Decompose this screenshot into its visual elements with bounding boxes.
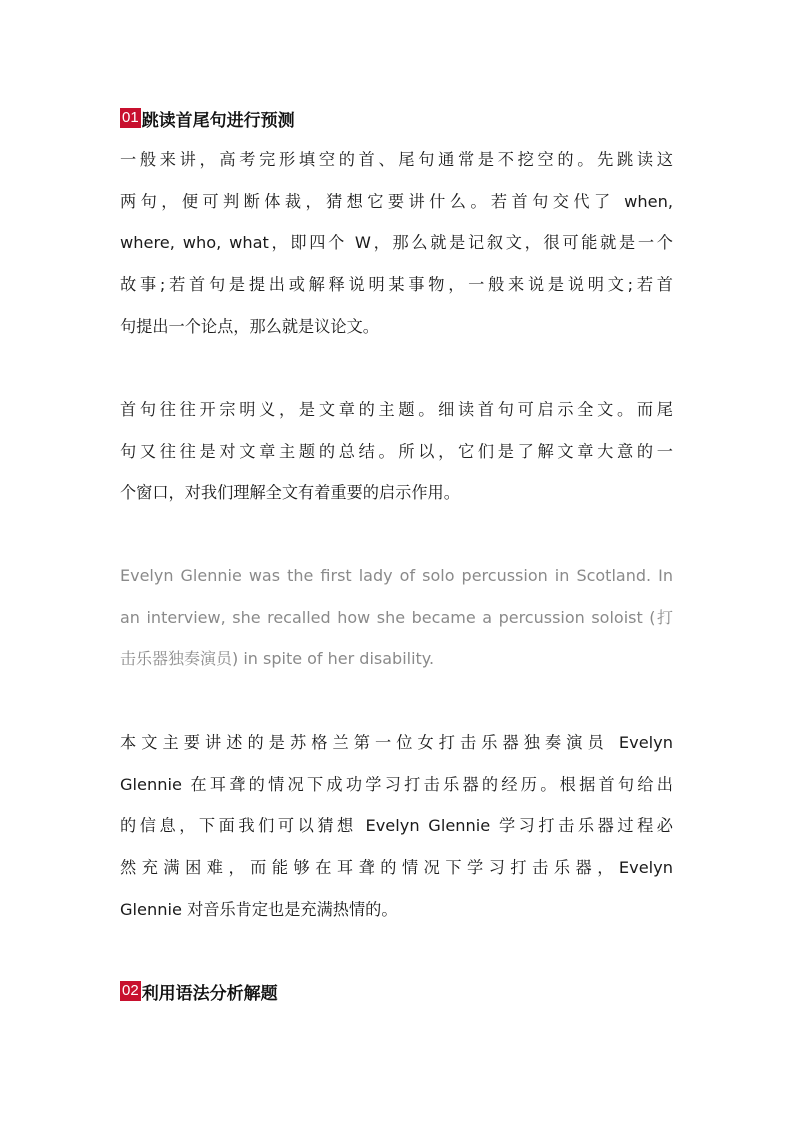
paragraph-line: 首句往往开宗明义，是文章的主题。细读首句可启示全文。而尾 [120,400,673,419]
paragraph-line: 的信息，下面我们可以猜想 Evelyn Glennie 学习打击乐器过程必 [120,816,673,836]
paragraph-analysis [120,722,673,930]
paragraph-line: 句提出一个论点，那么就是议论文。 [120,316,379,336]
section-title: 跳读首尾句进行预测 [141,110,295,131]
section-number-badge: 02 [122,982,139,999]
section-title: 利用语法分析解题 [141,983,278,1004]
paragraph-line: 两句，便可判断体裁，猜想它要讲什么。若首句交代了 when, [120,191,673,211]
paragraph-first-sentence [120,389,673,514]
paragraph-line: 然充满困难，而能够在耳聋的情况下学习打击乐器，Evelyn [120,858,673,878]
paragraph-reading-strategy [120,139,673,347]
paragraph-line: an interview, she recalled how she became a percussion soloist (打 [120,607,673,627]
paragraph-line: Glennie 在耳聋的情况下成功学习打击乐器的经历。根据首句给出 [120,774,673,794]
paragraph-line: 句又往往是对文章主题的总结。所以，它们是了解文章大意的一 [120,441,673,461]
section-number-badge: 01 [122,109,139,126]
paragraph-line: Glennie 对音乐肯定也是充满热情的。 [120,899,398,919]
paragraph-line: 一般来讲，高考完形填空的首、尾句通常是不挖空的。先跳读这 [120,150,673,169]
paragraph-line: 个窗口，对我们理解全文有着重要的启示作用。 [120,483,460,503]
paragraph-line: Evelyn Glennie was the first lady of solo percussion in Scotland. In [120,566,673,585]
english-example-passage [120,555,673,680]
paragraph-line: 本文主要讲述的是苏格兰第一位女打击乐器独奏演员 Evelyn [120,733,673,752]
paragraph-line: 击乐器独奏演员) in spite of her disability. [120,649,435,669]
section-heading-2 [120,979,278,1003]
section-heading-1 [120,106,295,130]
paragraph-line: where, who, what，即四个 W，那么就是记叙文，很可能就是一个 [120,233,673,253]
paragraph-line: 故事;若首句是提出或解释说明某事物，一般来说是说明文;若首 [120,275,673,295]
